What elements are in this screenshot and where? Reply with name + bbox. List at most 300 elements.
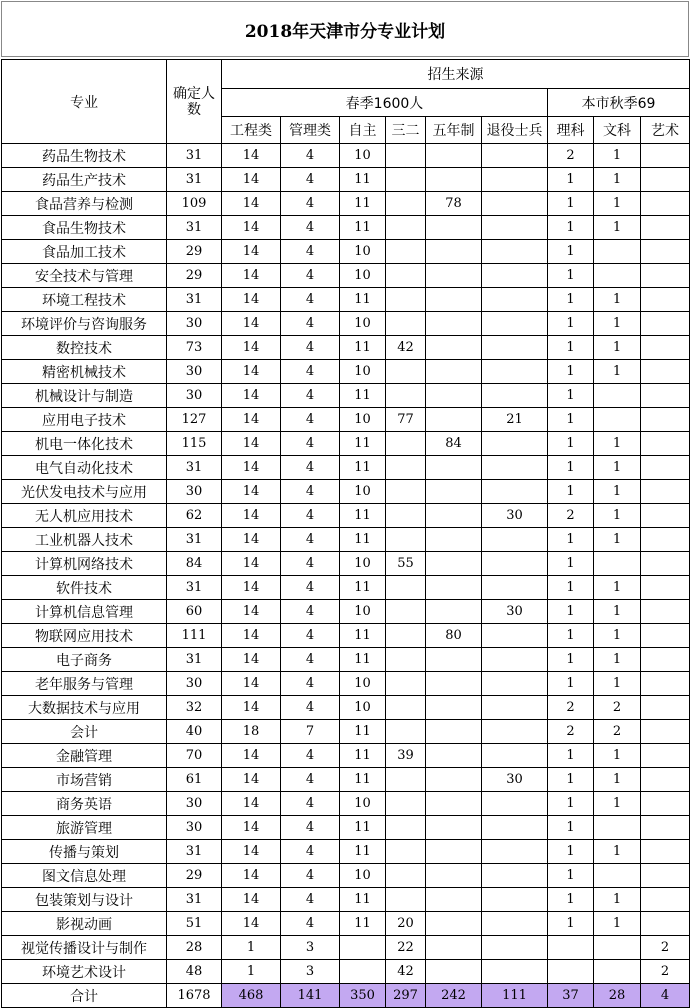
value-cell: 10 [340, 312, 386, 336]
value-cell: 14 [222, 912, 281, 936]
value-cell [386, 168, 426, 192]
value-cell: 1 [548, 432, 594, 456]
value-cell: 1 [222, 960, 281, 984]
value-cell: 4 [281, 816, 340, 840]
value-cell: 14 [222, 216, 281, 240]
value-cell [426, 552, 482, 576]
value-cell: 1 [594, 528, 641, 552]
value-cell [386, 600, 426, 624]
header-sub: 理科 [548, 117, 594, 144]
value-cell: 4 [281, 480, 340, 504]
value-cell [594, 864, 641, 888]
value-cell: 1 [594, 624, 641, 648]
value-cell: 109 [167, 192, 222, 216]
value-cell: 61 [167, 768, 222, 792]
value-cell [482, 360, 548, 384]
value-cell: 20 [386, 912, 426, 936]
value-cell [641, 528, 690, 552]
value-cell: 14 [222, 288, 281, 312]
table-row [2, 744, 690, 768]
value-cell [482, 528, 548, 552]
major-name-cell: 会计 [2, 720, 167, 744]
table-row [2, 816, 690, 840]
value-cell [426, 936, 482, 960]
value-cell: 1 [548, 744, 594, 768]
value-cell: 2 [548, 504, 594, 528]
table-row [2, 792, 690, 816]
value-cell [386, 192, 426, 216]
value-cell: 14 [222, 792, 281, 816]
value-cell [482, 864, 548, 888]
value-cell: 1 [594, 288, 641, 312]
total-value-cell: 4 [641, 984, 690, 1008]
value-cell [340, 936, 386, 960]
value-cell: 1 [548, 240, 594, 264]
value-cell [641, 288, 690, 312]
value-cell [482, 552, 548, 576]
value-cell: 14 [222, 600, 281, 624]
value-cell [594, 816, 641, 840]
value-cell: 2 [548, 720, 594, 744]
value-cell: 4 [281, 384, 340, 408]
value-cell: 30 [167, 480, 222, 504]
value-cell [641, 720, 690, 744]
table-row [2, 240, 690, 264]
value-cell [386, 888, 426, 912]
total-value-cell: 111 [482, 984, 548, 1008]
major-name-cell: 药品生物技术 [2, 144, 167, 168]
value-cell: 4 [281, 360, 340, 384]
value-cell [482, 624, 548, 648]
header-sub: 工程类 [222, 117, 281, 144]
major-name-cell: 图文信息处理 [2, 864, 167, 888]
value-cell: 1 [548, 672, 594, 696]
value-cell [426, 264, 482, 288]
value-cell: 62 [167, 504, 222, 528]
value-cell: 2 [641, 960, 690, 984]
value-cell: 11 [340, 528, 386, 552]
value-cell [482, 240, 548, 264]
value-cell: 1 [594, 144, 641, 168]
table-row [2, 480, 690, 504]
value-cell: 1 [594, 792, 641, 816]
major-name-cell: 精密机械技术 [2, 360, 167, 384]
value-cell: 11 [340, 912, 386, 936]
value-cell: 1 [548, 576, 594, 600]
major-name-cell: 机电一体化技术 [2, 432, 167, 456]
value-cell [426, 384, 482, 408]
value-cell [386, 240, 426, 264]
major-name-cell: 食品生物技术 [2, 216, 167, 240]
value-cell [426, 912, 482, 936]
value-cell [386, 624, 426, 648]
value-cell: 4 [281, 336, 340, 360]
total-row [2, 984, 690, 1008]
value-cell [386, 504, 426, 528]
table-row [2, 576, 690, 600]
header-spring: 春季1600人 [222, 89, 548, 117]
value-cell: 4 [281, 552, 340, 576]
value-cell: 60 [167, 600, 222, 624]
value-cell [482, 480, 548, 504]
value-cell [641, 672, 690, 696]
table-row [2, 768, 690, 792]
value-cell [594, 936, 641, 960]
major-name-cell: 金融管理 [2, 744, 167, 768]
value-cell: 11 [340, 192, 386, 216]
value-cell [641, 912, 690, 936]
value-cell: 14 [222, 816, 281, 840]
value-cell: 10 [340, 264, 386, 288]
value-cell: 2 [594, 696, 641, 720]
value-cell: 29 [167, 264, 222, 288]
value-cell: 10 [340, 240, 386, 264]
value-cell: 30 [167, 792, 222, 816]
table-row [2, 456, 690, 480]
table-row [2, 624, 690, 648]
value-cell [641, 192, 690, 216]
value-cell: 10 [340, 408, 386, 432]
value-cell: 4 [281, 624, 340, 648]
value-cell: 4 [281, 432, 340, 456]
table-row [2, 840, 690, 864]
value-cell [426, 240, 482, 264]
value-cell: 14 [222, 504, 281, 528]
value-cell [386, 144, 426, 168]
major-name-cell: 传播与策划 [2, 840, 167, 864]
value-cell: 1 [548, 552, 594, 576]
value-cell: 31 [167, 168, 222, 192]
value-cell: 22 [386, 936, 426, 960]
value-cell: 1 [548, 456, 594, 480]
major-name-cell: 影视动画 [2, 912, 167, 936]
value-cell [641, 360, 690, 384]
value-cell [426, 672, 482, 696]
value-cell: 4 [281, 216, 340, 240]
value-cell: 11 [340, 504, 386, 528]
value-cell: 2 [548, 144, 594, 168]
total-value-cell: 1678 [167, 984, 222, 1008]
value-cell [641, 600, 690, 624]
value-cell: 1 [594, 216, 641, 240]
value-cell [641, 888, 690, 912]
header-autumn: 本市秋季69 [548, 89, 690, 117]
value-cell: 4 [281, 840, 340, 864]
table-row [2, 192, 690, 216]
table-row [2, 672, 690, 696]
value-cell: 14 [222, 672, 281, 696]
value-cell: 11 [340, 768, 386, 792]
value-cell: 14 [222, 840, 281, 864]
value-cell: 1 [548, 288, 594, 312]
value-cell: 14 [222, 768, 281, 792]
major-name-cell: 计算机网络技术 [2, 552, 167, 576]
value-cell [594, 264, 641, 288]
total-value-cell: 297 [386, 984, 426, 1008]
value-cell [594, 960, 641, 984]
value-cell: 14 [222, 144, 281, 168]
value-cell: 4 [281, 456, 340, 480]
table-row [2, 288, 690, 312]
value-cell: 4 [281, 888, 340, 912]
value-cell: 84 [426, 432, 482, 456]
value-cell: 1 [548, 840, 594, 864]
value-cell [594, 384, 641, 408]
value-cell [594, 240, 641, 264]
value-cell: 11 [340, 576, 386, 600]
table-row [2, 216, 690, 240]
value-cell: 30 [167, 384, 222, 408]
enrollment-plan-table [1, 59, 690, 1008]
header-sub: 自主 [340, 117, 386, 144]
table-row [2, 888, 690, 912]
value-cell: 4 [281, 504, 340, 528]
major-name-cell: 机械设计与制造 [2, 384, 167, 408]
value-cell: 1 [594, 336, 641, 360]
value-cell [340, 960, 386, 984]
value-cell [482, 696, 548, 720]
value-cell [482, 888, 548, 912]
value-cell: 1 [594, 456, 641, 480]
value-cell [482, 960, 548, 984]
value-cell: 1 [594, 432, 641, 456]
value-cell: 51 [167, 912, 222, 936]
value-cell [641, 744, 690, 768]
value-cell: 1 [548, 384, 594, 408]
total-value-cell: 37 [548, 984, 594, 1008]
value-cell: 39 [386, 744, 426, 768]
value-cell: 1 [594, 912, 641, 936]
value-cell [641, 384, 690, 408]
value-cell [386, 816, 426, 840]
header-confirmed: 确定人数 [167, 60, 222, 144]
major-name-cell: 包装策划与设计 [2, 888, 167, 912]
value-cell: 78 [426, 192, 482, 216]
table-row [2, 912, 690, 936]
value-cell: 42 [386, 960, 426, 984]
value-cell [482, 216, 548, 240]
value-cell [482, 720, 548, 744]
value-cell [641, 432, 690, 456]
value-cell [548, 936, 594, 960]
value-cell: 4 [281, 264, 340, 288]
value-cell [641, 648, 690, 672]
value-cell: 10 [340, 600, 386, 624]
value-cell [386, 648, 426, 672]
value-cell [482, 744, 548, 768]
value-cell: 55 [386, 552, 426, 576]
value-cell: 14 [222, 240, 281, 264]
value-cell [426, 576, 482, 600]
value-cell: 14 [222, 696, 281, 720]
value-cell [482, 672, 548, 696]
value-cell [641, 144, 690, 168]
value-cell: 70 [167, 744, 222, 768]
table-row [2, 528, 690, 552]
value-cell: 4 [281, 240, 340, 264]
value-cell: 11 [340, 720, 386, 744]
value-cell [426, 792, 482, 816]
value-cell: 1 [548, 192, 594, 216]
value-cell: 30 [482, 600, 548, 624]
major-name-cell: 大数据技术与应用 [2, 696, 167, 720]
value-cell: 31 [167, 288, 222, 312]
value-cell [386, 840, 426, 864]
value-cell: 4 [281, 576, 340, 600]
value-cell: 11 [340, 888, 386, 912]
value-cell: 4 [281, 672, 340, 696]
value-cell: 31 [167, 528, 222, 552]
value-cell: 11 [340, 744, 386, 768]
value-cell [641, 480, 690, 504]
table-row [2, 408, 690, 432]
value-cell [482, 288, 548, 312]
value-cell: 28 [167, 936, 222, 960]
value-cell [482, 336, 548, 360]
value-cell: 1 [548, 600, 594, 624]
value-cell: 11 [340, 840, 386, 864]
value-cell: 11 [340, 432, 386, 456]
major-name-cell: 电气自动化技术 [2, 456, 167, 480]
value-cell: 1 [548, 624, 594, 648]
value-cell [426, 288, 482, 312]
major-name-cell: 旅游管理 [2, 816, 167, 840]
value-cell [426, 720, 482, 744]
header-sub: 艺术 [641, 117, 690, 144]
value-cell: 1 [594, 840, 641, 864]
value-cell: 14 [222, 168, 281, 192]
total-value-cell: 242 [426, 984, 482, 1008]
value-cell [482, 648, 548, 672]
table-row [2, 648, 690, 672]
value-cell [426, 840, 482, 864]
major-name-cell: 工业机器人技术 [2, 528, 167, 552]
major-name-cell: 环境艺术设计 [2, 960, 167, 984]
value-cell: 18 [222, 720, 281, 744]
value-cell: 21 [482, 408, 548, 432]
value-cell [641, 240, 690, 264]
value-cell [386, 768, 426, 792]
major-name-cell: 环境评价与咨询服务 [2, 312, 167, 336]
value-cell: 80 [426, 624, 482, 648]
major-name-cell: 环境工程技术 [2, 288, 167, 312]
major-name-cell: 食品营养与检测 [2, 192, 167, 216]
value-cell: 14 [222, 480, 281, 504]
value-cell: 31 [167, 144, 222, 168]
header-sub: 管理类 [281, 117, 340, 144]
value-cell: 14 [222, 456, 281, 480]
table-row [2, 168, 690, 192]
value-cell: 11 [340, 336, 386, 360]
major-name-cell: 电子商务 [2, 648, 167, 672]
value-cell: 1 [548, 408, 594, 432]
major-name-cell: 应用电子技术 [2, 408, 167, 432]
value-cell: 31 [167, 456, 222, 480]
value-cell: 11 [340, 624, 386, 648]
value-cell [386, 528, 426, 552]
value-cell: 11 [340, 216, 386, 240]
value-cell: 10 [340, 144, 386, 168]
value-cell: 30 [167, 312, 222, 336]
value-cell: 14 [222, 384, 281, 408]
table-row [2, 600, 690, 624]
value-cell [386, 360, 426, 384]
value-cell: 4 [281, 768, 340, 792]
value-cell: 4 [281, 192, 340, 216]
value-cell [641, 840, 690, 864]
value-cell: 31 [167, 216, 222, 240]
value-cell: 30 [482, 504, 548, 528]
value-cell [386, 384, 426, 408]
value-cell [426, 960, 482, 984]
value-cell: 10 [340, 864, 386, 888]
value-cell [482, 144, 548, 168]
value-cell [548, 960, 594, 984]
table-row [2, 264, 690, 288]
value-cell: 1 [594, 888, 641, 912]
value-cell: 4 [281, 528, 340, 552]
value-cell [386, 696, 426, 720]
value-cell: 4 [281, 408, 340, 432]
value-cell: 73 [167, 336, 222, 360]
value-cell: 2 [594, 720, 641, 744]
value-cell [641, 504, 690, 528]
value-cell: 1 [594, 192, 641, 216]
value-cell [386, 480, 426, 504]
major-name-cell: 市场营销 [2, 768, 167, 792]
value-cell: 7 [281, 720, 340, 744]
value-cell [641, 792, 690, 816]
value-cell: 29 [167, 864, 222, 888]
total-value-cell: 350 [340, 984, 386, 1008]
header-source: 招生来源 [222, 60, 690, 89]
major-name-cell: 食品加工技术 [2, 240, 167, 264]
value-cell [482, 792, 548, 816]
value-cell: 1 [594, 312, 641, 336]
value-cell: 127 [167, 408, 222, 432]
major-name-cell: 药品生产技术 [2, 168, 167, 192]
value-cell: 1 [594, 168, 641, 192]
value-cell: 10 [340, 696, 386, 720]
value-cell [482, 576, 548, 600]
header-major: 专业 [2, 60, 167, 144]
value-cell [482, 312, 548, 336]
value-cell: 14 [222, 624, 281, 648]
value-cell: 14 [222, 312, 281, 336]
header-sub: 三二 [386, 117, 426, 144]
value-cell: 2 [548, 696, 594, 720]
table-row [2, 864, 690, 888]
total-value-cell: 468 [222, 984, 281, 1008]
value-cell [482, 432, 548, 456]
value-cell [386, 720, 426, 744]
table-row [2, 696, 690, 720]
value-cell [641, 768, 690, 792]
value-cell: 2 [641, 936, 690, 960]
major-name-cell: 光伏发电技术与应用 [2, 480, 167, 504]
table-row [2, 336, 690, 360]
value-cell: 14 [222, 408, 281, 432]
value-cell [594, 552, 641, 576]
value-cell: 10 [340, 480, 386, 504]
value-cell [386, 864, 426, 888]
major-name-cell: 老年服务与管理 [2, 672, 167, 696]
value-cell: 32 [167, 696, 222, 720]
value-cell [482, 840, 548, 864]
value-cell [641, 624, 690, 648]
value-cell: 4 [281, 864, 340, 888]
value-cell [641, 864, 690, 888]
